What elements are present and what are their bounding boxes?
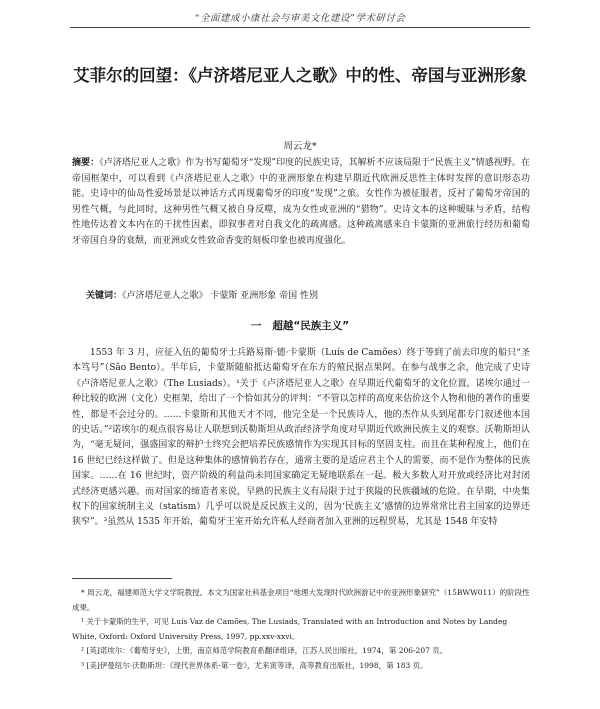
footnote-author: * 周云龙，福建师范大学文学院教授。本文为国家社科基金项目“地理大发现时代欧洲游记中的亚洲形象研究”（15BWW011）的阶段性成果。 [72,588,530,612]
keywords [86,288,530,301]
section-heading [0,318,600,333]
body-paragraph: 1553 年 3 月，应征入伍的葡萄牙士兵路易斯·德·卡蒙斯（Luís de Camões）终于等到了前去印度的船只“圣本笃号”（São Bento）。半年后，卡蒙斯随船抵达葡萄牙在东方的殖民据点果阿。在参与战事之余，他完成了史诗《卢济塔尼亚人之歌》（The Lusiads）。¹关于《卢济塔尼亚人之歌》在早期近代葡萄牙的文化位置，诺埃尔通过一种比较的欧洲（文化）史框架，给出了一个恰如其分的评判：“不管以怎样的高度来估价这个人物和他的著作的重要性，都是不会过分的。……卡蒙斯和其他天才不同，他完全是一个民族诗人，他的杰作从头到尾都专门叙述他本国的史话。”²诺埃尔的观点很容易让人联想到沃勒斯坦从政治经济学角度对早期近代欧洲民族主义的观察。沃勒斯坦认为，“毫无疑问，强盛国家的辩护士终究会把培养民族感情作为实现其目标的坚固支柱。而且在某种程度上，他们在 16 世纪已经这样做了。但是这种集体的感情倘若存在，通常主要的是适应君主个人的需要，而不是作为整体的民族国家。……在 16 世纪时，资产阶级的利益尚未同国家确定无疑地联系在一起。极大多数人对开放或经济比对封闭式经济更感兴趣。而对国家的缔造者来说，早熟的民族主义有局限于过于狭隘的民族疆域的危险。在早期，中央集权下的国家统制主义（statism）几乎可以说是反民族主义的，因为‘民族主义’感情的边界常常比君主国家的边界还狭窄”。³虽然从 1535 年开始，葡萄牙王室开始允许私人经商者加入亚洲的远程贸易，尤其是 1548 年安特 [72,348,530,528]
abstract [72,156,530,250]
running-header: “全面建成小康社会与审美文化建设”学术研讨会 [194,13,406,24]
abstract-text: 《卢济塔尼亚人之歌》作为书写葡萄牙“发现”印度的民族史诗，其解析不应该局限于“民族主义”情感视野。在帝国框架中，可以看到《卢济塔尼亚人之歌》中的亚洲形象在构建早期近代欧洲反思性主体时发挥的意识形态功能。史诗中的仙岛性爱场景是以神话方式再现葡萄牙的印度“发现”之旅。女性作为被征服者，反衬了葡萄牙帝国的男性气概，与此同时，这种男性气概又被自身反噬，成为女性或亚洲的“猎物”。史诗文本的这种暧昧与矛盾，结构性地传达着文本内在的干扰性因素，即叙事者对自我文化的疏离感。这种疏离感来自卡蒙斯的亚洲旅行经历和葡萄牙帝国自身的衰颓，而亚洲或女性致命香变的刻板印象也被再度强化。 [72,158,530,246]
footnote-1: ¹ 关于卡蒙斯的生平，可见 Luís Vaz de Camões, The Lusiads, Translated with an Introduction and Notes by Landeg White, Oxford: Oxford University Press, 1997, pp.xxv-xxvi。 [72,617,508,641]
keywords-text: 《卢济塔尼亚人之歌》 卡蒙斯 亚洲形象 帝国 性别 [122,291,318,301]
author-name: 周云龙* [283,141,317,152]
abstract-label: 摘要： [72,158,100,168]
keywords-label: 关键词： [86,291,123,301]
article-title: 艾菲尔的回望：《卢济塔尼亚人之歌》中的性、帝国与亚洲形象 [73,66,527,85]
footnote-3: ³ [美]伊曼纽尔·沃勒斯坦：《现代世界体系·第一卷》，尤来寅等译，高等教育出版社，1998，第 183 页。 [81,660,428,670]
footnotes [72,586,530,674]
section-title: 超越“民族主义” [272,320,350,332]
footnote-rule [72,578,172,579]
body-text [72,346,530,531]
header-rule [70,27,530,28]
footnote-2: ² [英]诺埃尔：《葡萄牙史》，上册，南京师范学院教育系翻译组译，江苏人民出版社，1974，第 206-207 页。 [81,646,448,656]
section-number: 一 [250,320,262,332]
